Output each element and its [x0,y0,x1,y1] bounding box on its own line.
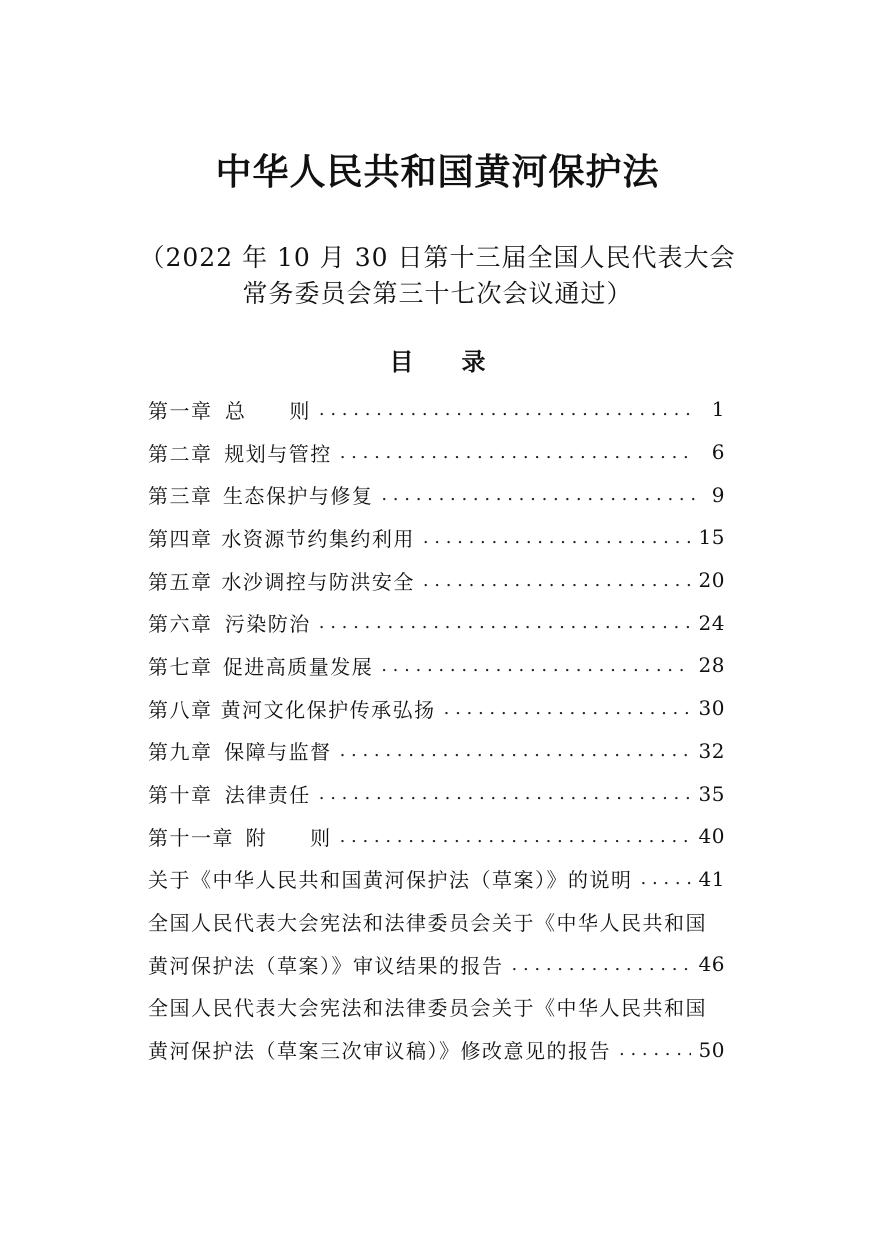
toc-entry-review-report-line-1[interactable] [148,900,725,943]
document-title: 中华人民共和国黄河保护法 [215,151,660,193]
toc-leader-dots [319,783,691,804]
toc-heading-char-1: 目 [389,347,414,376]
toc-chapter-number: 第九章 [148,740,213,765]
toc-leader-dots [512,954,691,975]
toc-appendix-title-line-1: 全国人民代表大会宪法和法律委员会关于《中华人民共和国 [148,911,707,936]
toc-page-number: 35 [698,781,725,806]
toc-entry-chapter-8[interactable] [148,687,725,730]
toc-chapter-number: 第十一章 [148,825,234,850]
toc-chapter-name: 保障与监督 [224,740,332,765]
toc-page-number: 50 [698,1037,725,1062]
toc-leader-dots [340,826,691,847]
toc-page-number: 46 [698,952,725,977]
toc-appendix-title: 关于《中华人民共和国黄河保护法（草案）》的说明 [148,868,633,893]
toc-leader-dots [381,655,690,676]
toc-chapter-name: 水沙调控与防洪安全 [221,569,415,594]
subtitle-line-2: 常务委员会第三十七次会议通过） [242,279,633,308]
toc-page-number: 24 [698,610,725,635]
toc-heading [0,344,875,380]
toc-chapter-number: 第二章 [148,441,213,466]
toc-page-number: 15 [698,525,725,550]
toc-entry-review-report-line-2[interactable] [148,943,725,986]
toc-chapter-number: 第五章 [148,569,213,594]
toc-chapter-number: 第四章 [148,526,213,551]
toc-page-number: 41 [698,866,725,891]
toc-entry-explanation[interactable] [148,858,725,901]
toc-entry-chapter-3[interactable] [148,473,725,516]
toc-leader-dots [444,698,691,719]
toc-chapter-name: 促进高质量发展 [222,654,374,679]
toc-page-number: 28 [698,653,725,678]
toc-chapter-number: 第七章 [148,654,213,679]
toc-page-number: 6 [711,440,725,465]
toc-page-number: 20 [698,568,725,593]
toc-chapter-name: 水资源节约集约利用 [221,526,415,551]
toc-leader-dots [423,570,691,591]
toc-chapter-name: 生态保护与修复 [222,484,374,509]
toc-page-number: 30 [698,696,725,721]
toc-chapter-number: 第十章 [148,783,213,808]
toc-leader-dots [319,612,691,633]
toc-chapter-name: 总 则 [224,398,311,423]
toc-page-number: 40 [698,824,725,849]
toc-entry-chapter-4[interactable] [148,516,725,559]
toc-page-number: 1 [711,397,725,422]
document-subtitle [0,240,875,312]
toc-entry-revision-report-line-1[interactable] [148,986,725,1029]
toc-entry-chapter-5[interactable] [148,559,725,602]
toc-entry-chapter-10[interactable] [148,772,725,815]
toc-entry-chapter-7[interactable] [148,644,725,687]
toc-entry-chapter-6[interactable] [148,601,725,644]
toc-leader-dots [641,868,691,889]
toc-entry-chapter-2[interactable] [148,431,725,474]
toc-chapter-number: 第六章 [148,612,213,637]
toc-chapter-number: 第八章 [148,697,213,722]
table-of-contents [148,388,725,1071]
toc-leader-dots [423,527,691,548]
toc-appendix-title-line-1: 全国人民代表大会宪法和法律委员会关于《中华人民共和国 [148,996,707,1021]
toc-chapter-name: 污染防治 [224,612,311,637]
toc-chapter-number: 第三章 [148,484,213,509]
toc-chapter-name: 附 则 [245,825,332,850]
toc-leader-dots [319,399,695,420]
toc-chapter-name: 规划与管控 [224,441,332,466]
toc-leader-dots [340,442,695,463]
toc-chapter-name: 黄河文化保护传承弘扬 [220,697,436,722]
toc-leader-dots [340,740,691,761]
toc-leader-dots [619,1039,691,1060]
subtitle-line-1: （2022 年 10 月 30 日第十三届全国人民代表大会 [139,243,736,272]
toc-chapter-number: 第一章 [148,398,213,423]
toc-appendix-title-line-2: 黄河保护法（草案三次审议稿）》修改意见的报告 [148,1039,611,1064]
toc-chapter-name: 法律责任 [224,783,311,808]
toc-leader-dots [381,484,695,505]
toc-entry-chapter-9[interactable] [148,730,725,773]
toc-heading-char-2: 录 [461,347,486,376]
toc-entry-chapter-1[interactable] [148,388,725,431]
toc-page-number: 32 [698,738,725,763]
toc-entry-revision-report-line-2[interactable] [148,1028,725,1071]
toc-appendix-title-line-2: 黄河保护法（草案）》审议结果的报告 [148,953,504,978]
toc-entry-chapter-11[interactable] [148,815,725,858]
toc-page-number: 9 [711,482,725,507]
